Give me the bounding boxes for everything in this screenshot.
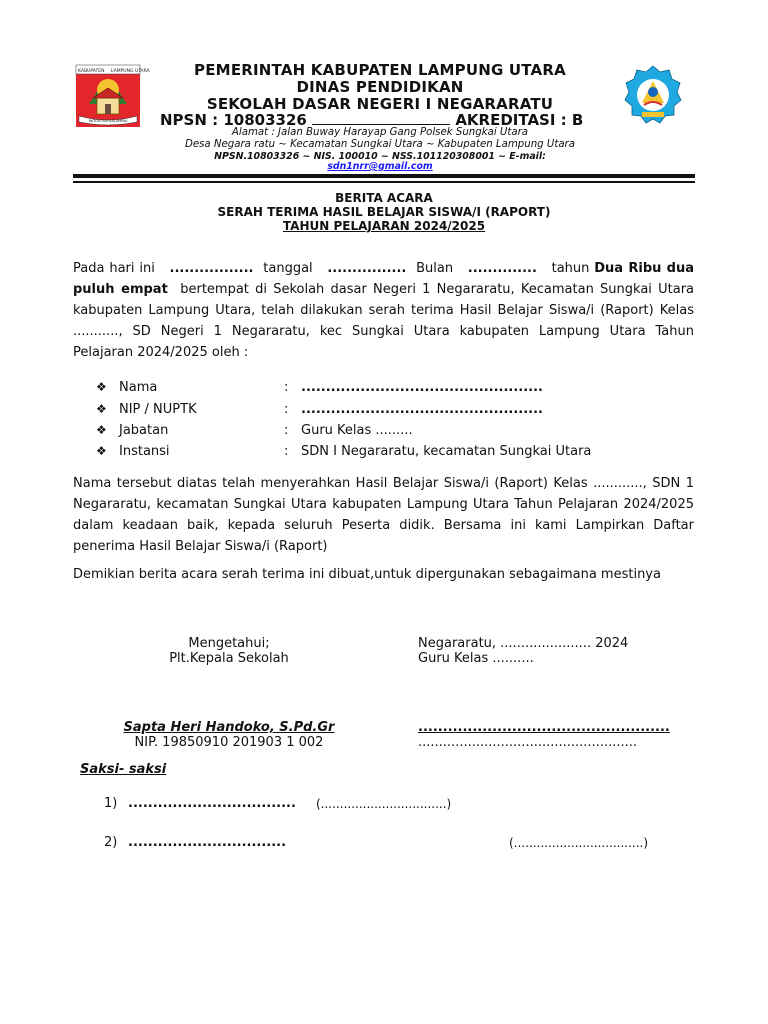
document-subtitle: SERAH TERIMA HASIL BELAJAR SISWA/I (RAPORT) bbox=[217, 205, 551, 219]
witnesses-heading: Saksi- saksi bbox=[80, 762, 167, 777]
address-line-3: NPSN.10803326 ~ NIS. 100010 ~ NSS.101120308001 ~ E-mail: bbox=[214, 151, 546, 162]
field-label: Jabatan bbox=[119, 423, 169, 438]
witness-name-blank: .................................. bbox=[128, 796, 296, 811]
svg-text:RATON SAI SALAMBAI: RATON SAI SALAMBAI bbox=[88, 119, 128, 123]
letterhead-rule-thick bbox=[73, 174, 695, 178]
kabupaten-logo bbox=[75, 64, 150, 128]
svg-text:LAMPUNG UTARA: LAMPUNG UTARA bbox=[111, 69, 150, 74]
day-blank: ................. bbox=[169, 261, 254, 276]
svg-text:KABUPATEN: KABUPATEN bbox=[78, 69, 105, 74]
field-value: SDN I Negararatu, kecamatan Sungkai Utara bbox=[301, 444, 592, 459]
witness-signature-blank: (.................................) bbox=[316, 797, 452, 811]
school-email-link[interactable]: sdn1nrr@gmail.com bbox=[327, 161, 433, 172]
bullet-diamond-icon: ❖ bbox=[96, 423, 107, 437]
field-value: ................................................. bbox=[301, 402, 543, 417]
field-colon: : bbox=[284, 423, 289, 438]
field-label: Instansi bbox=[119, 444, 170, 459]
intro-text: tahun bbox=[551, 261, 590, 276]
academic-year-title bbox=[140, 219, 628, 233]
department-title: DINAS PENDIDIKAN bbox=[296, 78, 464, 96]
field-label: NIP / NUPTK bbox=[119, 402, 197, 417]
witness-name-blank: ................................ bbox=[128, 835, 287, 850]
intro-paragraph bbox=[73, 258, 694, 363]
tut-wuri-handayani-logo bbox=[624, 65, 682, 127]
principal-name: Sapta Heri Handoko, S.Pd.Gr bbox=[123, 720, 335, 735]
place-date-line: Negararatu, ...................... 2024 bbox=[418, 636, 629, 651]
npsn-label: NPSN : 10803326 bbox=[160, 111, 307, 129]
intro-text: Bulan bbox=[416, 261, 454, 276]
intro-text: bertempat di Sekolah dasar Negeri 1 Negararatu, Kecamatan Sungkai Utara kabupaten Lampung Utara, telah dilakukan serah terima Hasil Belajar Siswa/i (Raport) Kelas ..........., SD Negeri 1 Negararatu, kec Sungkai Utara kabupaten Lampung Utara Tahun Pelajaran 2024/2025 oleh : bbox=[73, 282, 694, 360]
document-title: BERITA ACARA bbox=[335, 191, 433, 205]
akreditasi-label: AKREDITASI : B bbox=[455, 111, 584, 129]
bullet-diamond-icon: ❖ bbox=[96, 444, 107, 458]
field-value: Guru Kelas ......... bbox=[301, 423, 413, 438]
handover-paragraph: Nama tersebut diatas telah menyerahkan Hasil Belajar Siswa/i (Raport) Kelas ............, SDN 1 Negararatu, kecamatan Sungkai Utara kabupaten Lampung Utara Tahun Pelajaran 2024/2025 dalam keadaan baik, kepada seluruh Peserta didik. Bersama ini kami Lampirkan Daftar penerima Hasil Belajar Siswa/i (Raport) bbox=[73, 476, 694, 554]
teacher-nip-blank: ..................................................... bbox=[418, 735, 638, 750]
witness-signature-blank: (..................................) bbox=[509, 836, 649, 850]
bullet-diamond-icon: ❖ bbox=[96, 380, 107, 394]
academic-year-text: TAHUN PELAJARAN 2024/2025 bbox=[282, 219, 486, 233]
field-colon: : bbox=[284, 380, 289, 395]
witness-number: 2) bbox=[104, 835, 118, 850]
field-value: ................................................. bbox=[301, 380, 543, 395]
witness-number: 1) bbox=[104, 796, 118, 811]
date-blank: ................ bbox=[327, 261, 407, 276]
month-blank: .............. bbox=[467, 261, 537, 276]
address-line-1: Alamat : Jalan Buway Harayap Gang Polsek Sungkai Utara bbox=[231, 127, 529, 138]
acknowledged-label: Mengetahui; bbox=[188, 636, 270, 651]
intro-text: tanggal bbox=[263, 261, 313, 276]
field-colon: : bbox=[284, 402, 289, 417]
school-title: SEKOLAH DASAR NEGERI I NEGARARATU bbox=[206, 95, 554, 113]
address-line-2: Desa Negara ratu ~ Kecamatan Sungkai Utara ~ Kabupaten Lampung Utara bbox=[185, 139, 575, 150]
npsn-underline bbox=[312, 112, 450, 125]
year-in-words: Dua Ribu dua puluh empat bbox=[73, 261, 695, 297]
principal-nip: NIP. 19850910 201903 1 002 bbox=[134, 735, 324, 750]
field-colon: : bbox=[284, 444, 289, 459]
intro-text: Pada hari ini bbox=[73, 261, 155, 276]
letterhead-rule-thin bbox=[73, 181, 695, 183]
bullet-diamond-icon: ❖ bbox=[96, 402, 107, 416]
teacher-name-blank: ................................................... bbox=[418, 720, 670, 735]
principal-role: Plt.Kepala Sekolah bbox=[169, 651, 289, 666]
gov-title: PEMERINTAH KABUPATEN LAMPUNG UTARA bbox=[194, 61, 566, 79]
field-label: Nama bbox=[119, 380, 158, 395]
teacher-role: Guru Kelas .......... bbox=[418, 651, 534, 666]
closing-paragraph: Demikian berita acara serah terima ini dibuat,untuk dipergunakan sebagaimana mestinya bbox=[73, 567, 661, 582]
